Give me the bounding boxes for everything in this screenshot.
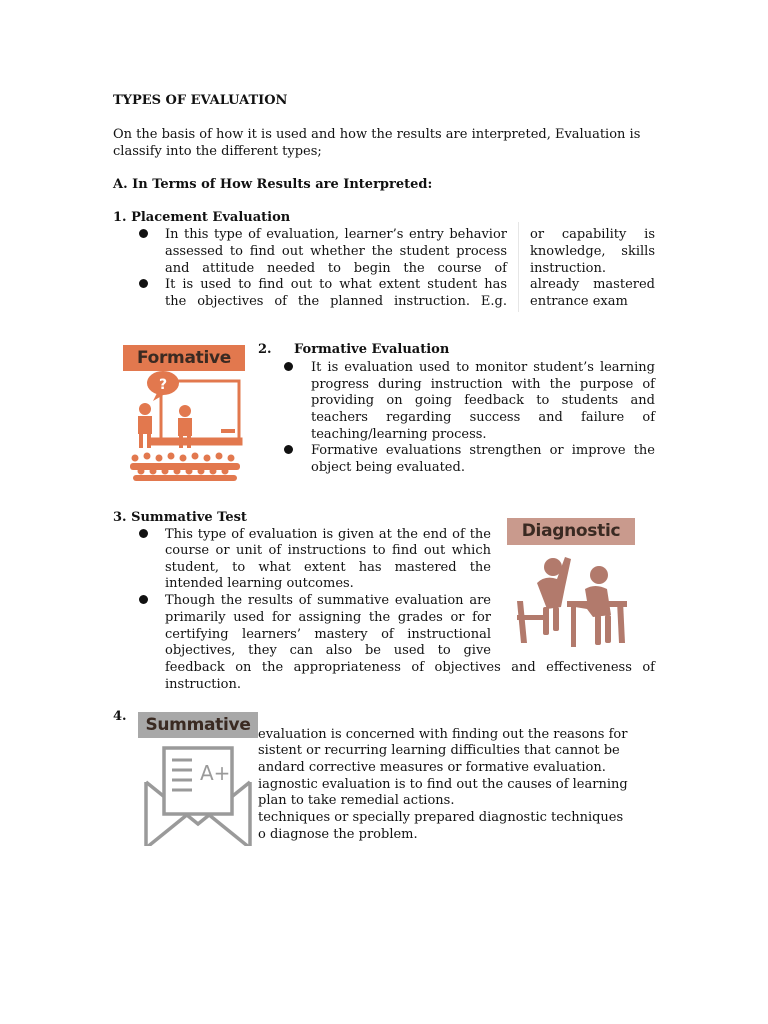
placement-line-1: In this type of evaluation, learner’s entry behavior [165,227,507,242]
summative-line-8: objectives, they can also be used to give [165,643,491,658]
summative-line-10: instruction. [165,677,242,692]
section-a-heading: A. In Terms of How Results are Interpreted: [113,177,433,192]
summative-image [138,712,258,846]
summative-line-1: This type of evaluation is given at the end of the [165,527,491,542]
bullet-icon [284,362,293,371]
formative-image [123,345,245,482]
placement-line-3: and attitude needed to begin the course of [165,261,507,276]
bullet-icon [139,279,148,288]
svg-text:?: ? [158,377,168,393]
classroom-icon [123,371,245,482]
placement-heading: 1. Placement Evaluation [113,210,291,225]
bullet-icon [139,229,148,238]
summative-line-4: intended learning outcomes. [165,576,354,591]
formative-line-6: Formative evaluations strengthen or improve the [311,443,655,458]
formative-heading: Formative Evaluation [294,342,450,357]
diagnostic-line-6: techniques or specially prepared diagnostic techniques [258,810,624,825]
envelope-report-icon [138,738,258,846]
summative-line-9: feedback on the appropriateness of objectives and effectiveness of [165,660,655,675]
placement-right-3: instruction. [530,261,607,276]
diagnostic-line-7: o diagnose the problem. [258,827,418,842]
column-divider [518,222,519,312]
summative-line-2: course or unit of instructions to find out which [165,543,491,558]
summative-heading: 3. Summative Test [113,510,247,525]
placement-line-4: It is used to find out to what extent student has [165,277,507,292]
diagnostic-image [507,518,635,655]
diagnostic-line-1: evaluation is concerned with finding out the reasons for [258,727,628,742]
formative-banner: Formative [123,345,245,371]
students-icon [507,545,635,655]
formative-line-3: providing on going feedback to students and [311,393,655,408]
bullet-icon [284,445,293,454]
diagnostic-line-3: andard corrective measures or formative evaluation. [258,760,606,775]
bullet-icon [139,595,148,604]
grade-mark: A+ [200,761,231,785]
diagnostic-line-4: iagnostic evaluation is to find out the causes of learning [258,777,628,792]
summative-banner: Summative [138,712,258,738]
intro-line-2: classify into the different types; [113,144,322,159]
formative-number: 2. [258,342,272,357]
page-title: TYPES OF EVALUATION [113,93,288,108]
summative-line-6: primarily used for assigning the grades or for [165,610,491,625]
placement-right-4: already mastered [530,277,655,292]
placement-line-2: assessed to find out whether the student process [165,244,507,259]
summative-line-7: certifying learners’ mastery of instructional [165,627,491,642]
placement-right-1: or capability is [530,227,655,242]
diagnostic-number: 4. [113,709,127,724]
placement-right-5: entrance exam [530,294,628,309]
formative-line-4: teachers regarding success and failure of [311,410,655,425]
formative-line-5: teaching/learning process. [311,427,487,442]
intro-line-1: On the basis of how it is used and how the results are interpreted, Evaluation is [113,127,641,142]
audience-icon [130,453,240,482]
diagnostic-line-2: sistent or recurring learning difficulties that cannot be [258,743,620,758]
diagnostic-line-5: plan to take remedial actions. [258,793,455,808]
formative-line-2: progress during instruction with the purpose of [311,377,655,392]
summative-line-3: student, to what extent has mastered the [165,560,491,575]
placement-right-2: knowledge, skills [530,244,655,259]
formative-line-7: object being evaluated. [311,460,465,475]
formative-line-1: It is evaluation used to monitor student’s learning [311,360,655,375]
diagnostic-banner: Diagnostic [507,518,635,545]
bullet-icon [139,529,148,538]
placement-line-5: the objectives of the planned instruction. E.g. [165,294,507,309]
summative-line-5: Though the results of summative evaluation are [165,593,491,608]
